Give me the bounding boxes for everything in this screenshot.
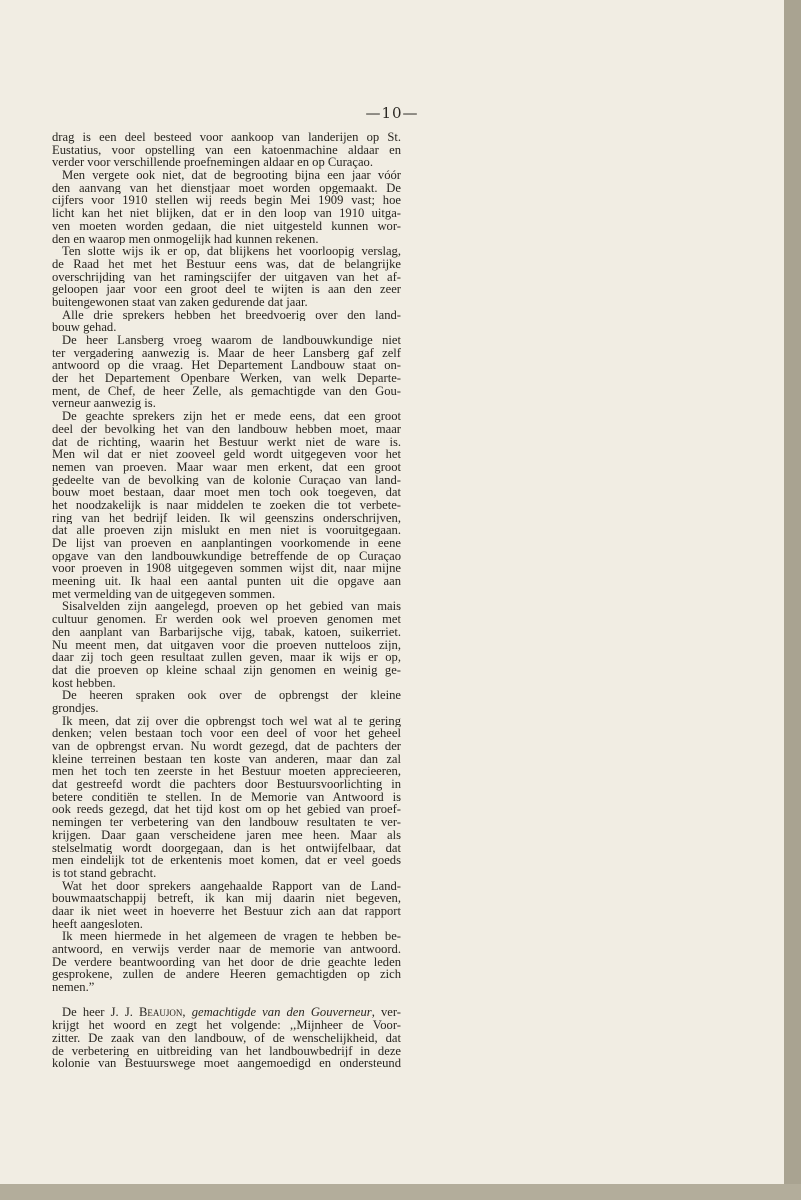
text-line: gesprokene, zullen de andere Heeren gemachtigden op zich [52,968,401,982]
text-line: antwoord, en verwijs verder naar de memorie van antwoord. [52,943,401,956]
text-line: den aanplant van Barbarijsche vijg, tabak, katoen, suikerriet. [52,625,401,639]
text-line: daar zij toch geen resultaat zullen geven, maar ik wijs er op, [52,651,401,664]
text-line: gedeelte van de bevolking van de kolonie Curaçao van land- [52,473,401,487]
text-line: buitengewonen staat van zaken gedurende dat jaar. [52,295,308,309]
text-line: betere conditiën te stellen. In de Memorie van Antwoord is [52,790,401,804]
text-line: dat de richting, waarin het Bestuur werkt niet de ware is. [52,435,401,449]
text-line: overschrijding van het ramingscijfer der uitgaven van het af- [52,270,401,284]
text-line: kolonie van Bestuurswege moet aangemoedigd en ondersteund [52,1057,401,1070]
text-line: kleine terreinen bestaan ten koste van anderen, maar dan zal [52,752,401,766]
text-line: antwoord op die vraag. Het Departement Landbouw staat on- [52,359,401,373]
text-line: zitter. De zaak van den landbouw, of de wenschelijkheid, dat [52,1031,401,1045]
text-line: van de opbrengst ervan. Nu wordt gezegd, dat de pachters der [52,740,401,753]
text-line: met vermelding van de uitgegeven sommen. [52,587,276,601]
text-line: dat alle proeven zijn mislukt en men niet is vooruitgegaan. [52,524,401,537]
text-line: De heer Lansberg vroeg waarom de landbouwkundige niet [62,334,401,347]
text-line: Ten slotte wijs ik er op, dat blijkens het voorloopig verslag, [62,245,401,258]
text-line: bouw gehad. [52,321,117,334]
text-line: grondjes. [52,701,99,715]
text-line: dat die proeven op kleine schaal zijn genomen en weinig ge- [52,663,401,677]
page-number: —10— [365,104,419,122]
text-line: krijgt het woord en zegt het volgende: ,,Mijnheer de Voor- [52,1019,401,1032]
text-line: ter vergadering aanwezig is. Maar de heer Lansberg gaf zelf [52,346,401,360]
text-line: Wat het door sprekers aangehaalde Rapport van de Land- [62,879,401,893]
text-line: bouwmaatschappij betreft, ik kan mij daarin niet begeven, [52,892,401,905]
text-line: is tot stand gebracht. [52,866,157,880]
text-line: De heeren spraken ook over de opbrengst der kleine [62,689,401,702]
text-line: cijfers voor 1910 stellen wij reeds begin Mei 1909 vast; hoe [52,194,401,208]
text-line: Ik meen, dat zij over die opbrengst toch wel wat al te gering [62,714,401,728]
text-line: geloopen jaar voor een groot deel te wijten is aan den zeer [52,283,401,296]
text-line: Alle drie sprekers hebben het breedvoerig over den land- [62,308,401,322]
text-line: Eustatius, voor opstelling van een katoenmachine aldaar en [52,143,401,157]
scan-edge-bottom [0,1184,801,1200]
text-line: ring van het bedrijf leiden. Ik wil geenszins onderschrijven, [52,511,401,525]
text-line: ook reeds gezegd, dat het tijd kost om op het gebied van proef- [52,803,401,817]
text-line: Men vergete ook niet, dat de begrooting bijna een jaar vóór [62,169,401,182]
text-line: denken; velen bestaan toch voor een deel of voor het geheel [52,727,401,740]
text-line: opgave van den landbouwkundige betreffende de op Curaçao [52,549,401,563]
text-line: den aanvang van het dienstjaar moet worden opgemaakt. De [52,181,401,195]
text-line: bouw moet bestaan, daar moet men toch ook toegeven, dat [52,486,401,499]
scan-edge-right [784,0,801,1200]
paragraph-gap [52,994,401,1007]
text-line: de verbetering en uitbreiding van het landbouwbedrijf in deze [52,1044,401,1058]
text-line: heeft aangesloten. [52,917,143,931]
body-text [52,131,401,1070]
text-line: dat gestreefd wordt die pachters door Bestuursvoorlichting in [52,778,401,791]
text-line: voor proeven in 1908 uitgegeven sommen wijst dit, naar mijne [52,562,401,576]
text-line: De geachte sprekers zijn het er mede eens, dat een groot [62,410,401,423]
text-line: nemingen ter verbetering van den landbouw resultaten te ver- [52,816,401,829]
text-line: der het Departement Openbare Werken, van welk Departe- [52,372,401,385]
text-line: De verdere beantwoording van het door de drie geachte leden [52,955,401,969]
text-line: cultuur genomen. Er werden ook wel proeven genomen met [52,613,401,626]
text-line: nemen van proeven. Maar waar men erkent, dat een groot [52,460,401,474]
text-line: Men wil dat er niet zooveel geld wordt uitgegeven voor het [52,448,401,461]
text-line: daar ik niet weet in hoeverre het Bestuur zich aan dat rapport [52,904,401,918]
text-line: drag is een deel besteed voor aankoop van landerijen op St. [52,131,401,144]
text-line: deel der bevolking het van den landbouw hebben moet, maar [52,422,401,436]
text-line: het noodzakelijk is naar middelen te zoeken die tot verbete- [52,498,401,512]
text-line: ven moeten worden gedaan, die niet uitgesteld kunnen wor- [52,219,401,233]
text-line: Sisalvelden zijn aangelegd, proeven op het gebied van mais [62,600,401,614]
text-line: Ik meen hiermede in het algemeen de vragen te hebben be- [62,930,401,943]
text-line: men het toch ten zeerste in het Bestuur moeten apprecieeren, [52,765,401,779]
text-line: den en waarop men onmogelijk had kunnen rekenen. [52,232,319,246]
text-line: meening uit. Ik haal een aantal punten uit die opgave aan [52,575,401,588]
text-line: verder voor verschillende proefnemingen aldaar en op Curaçao. [52,156,373,170]
text-line: krijgen. Daar gaan verscheidene jaren mee heen. Maar als [52,828,401,842]
text-line: licht kan het niet blijken, dat er in den loop van 1910 uitga- [52,207,401,220]
text-line: nemen.” [52,981,95,994]
text-line: de Raad het met het Bestuur eens was, dat de belangrijke [52,257,401,271]
text-line: verneur aanwezig is. [52,397,156,411]
text-line: kost hebben. [52,676,116,690]
text-line: Nu meent men, dat uitgaven voor die proeven nutteloos zijn, [52,638,401,652]
text-line: men eindelijk tot de erkentenis moet komen, dat er veel goeds [52,854,401,867]
text-line: De lijst van proeven en aanplantingen voorkomende in eene [52,537,401,550]
text-line: De heer J. J. Beaujon, gemachtigde van den Gouverneur, ver- [62,1006,401,1020]
text-line: ment, de Chef, de heer Zelle, als gemachtigde van den Gou- [52,384,401,398]
text-line: stelselmatig wordt doorgegaan, dan is het ontwijfelbaar, dat [52,841,401,855]
